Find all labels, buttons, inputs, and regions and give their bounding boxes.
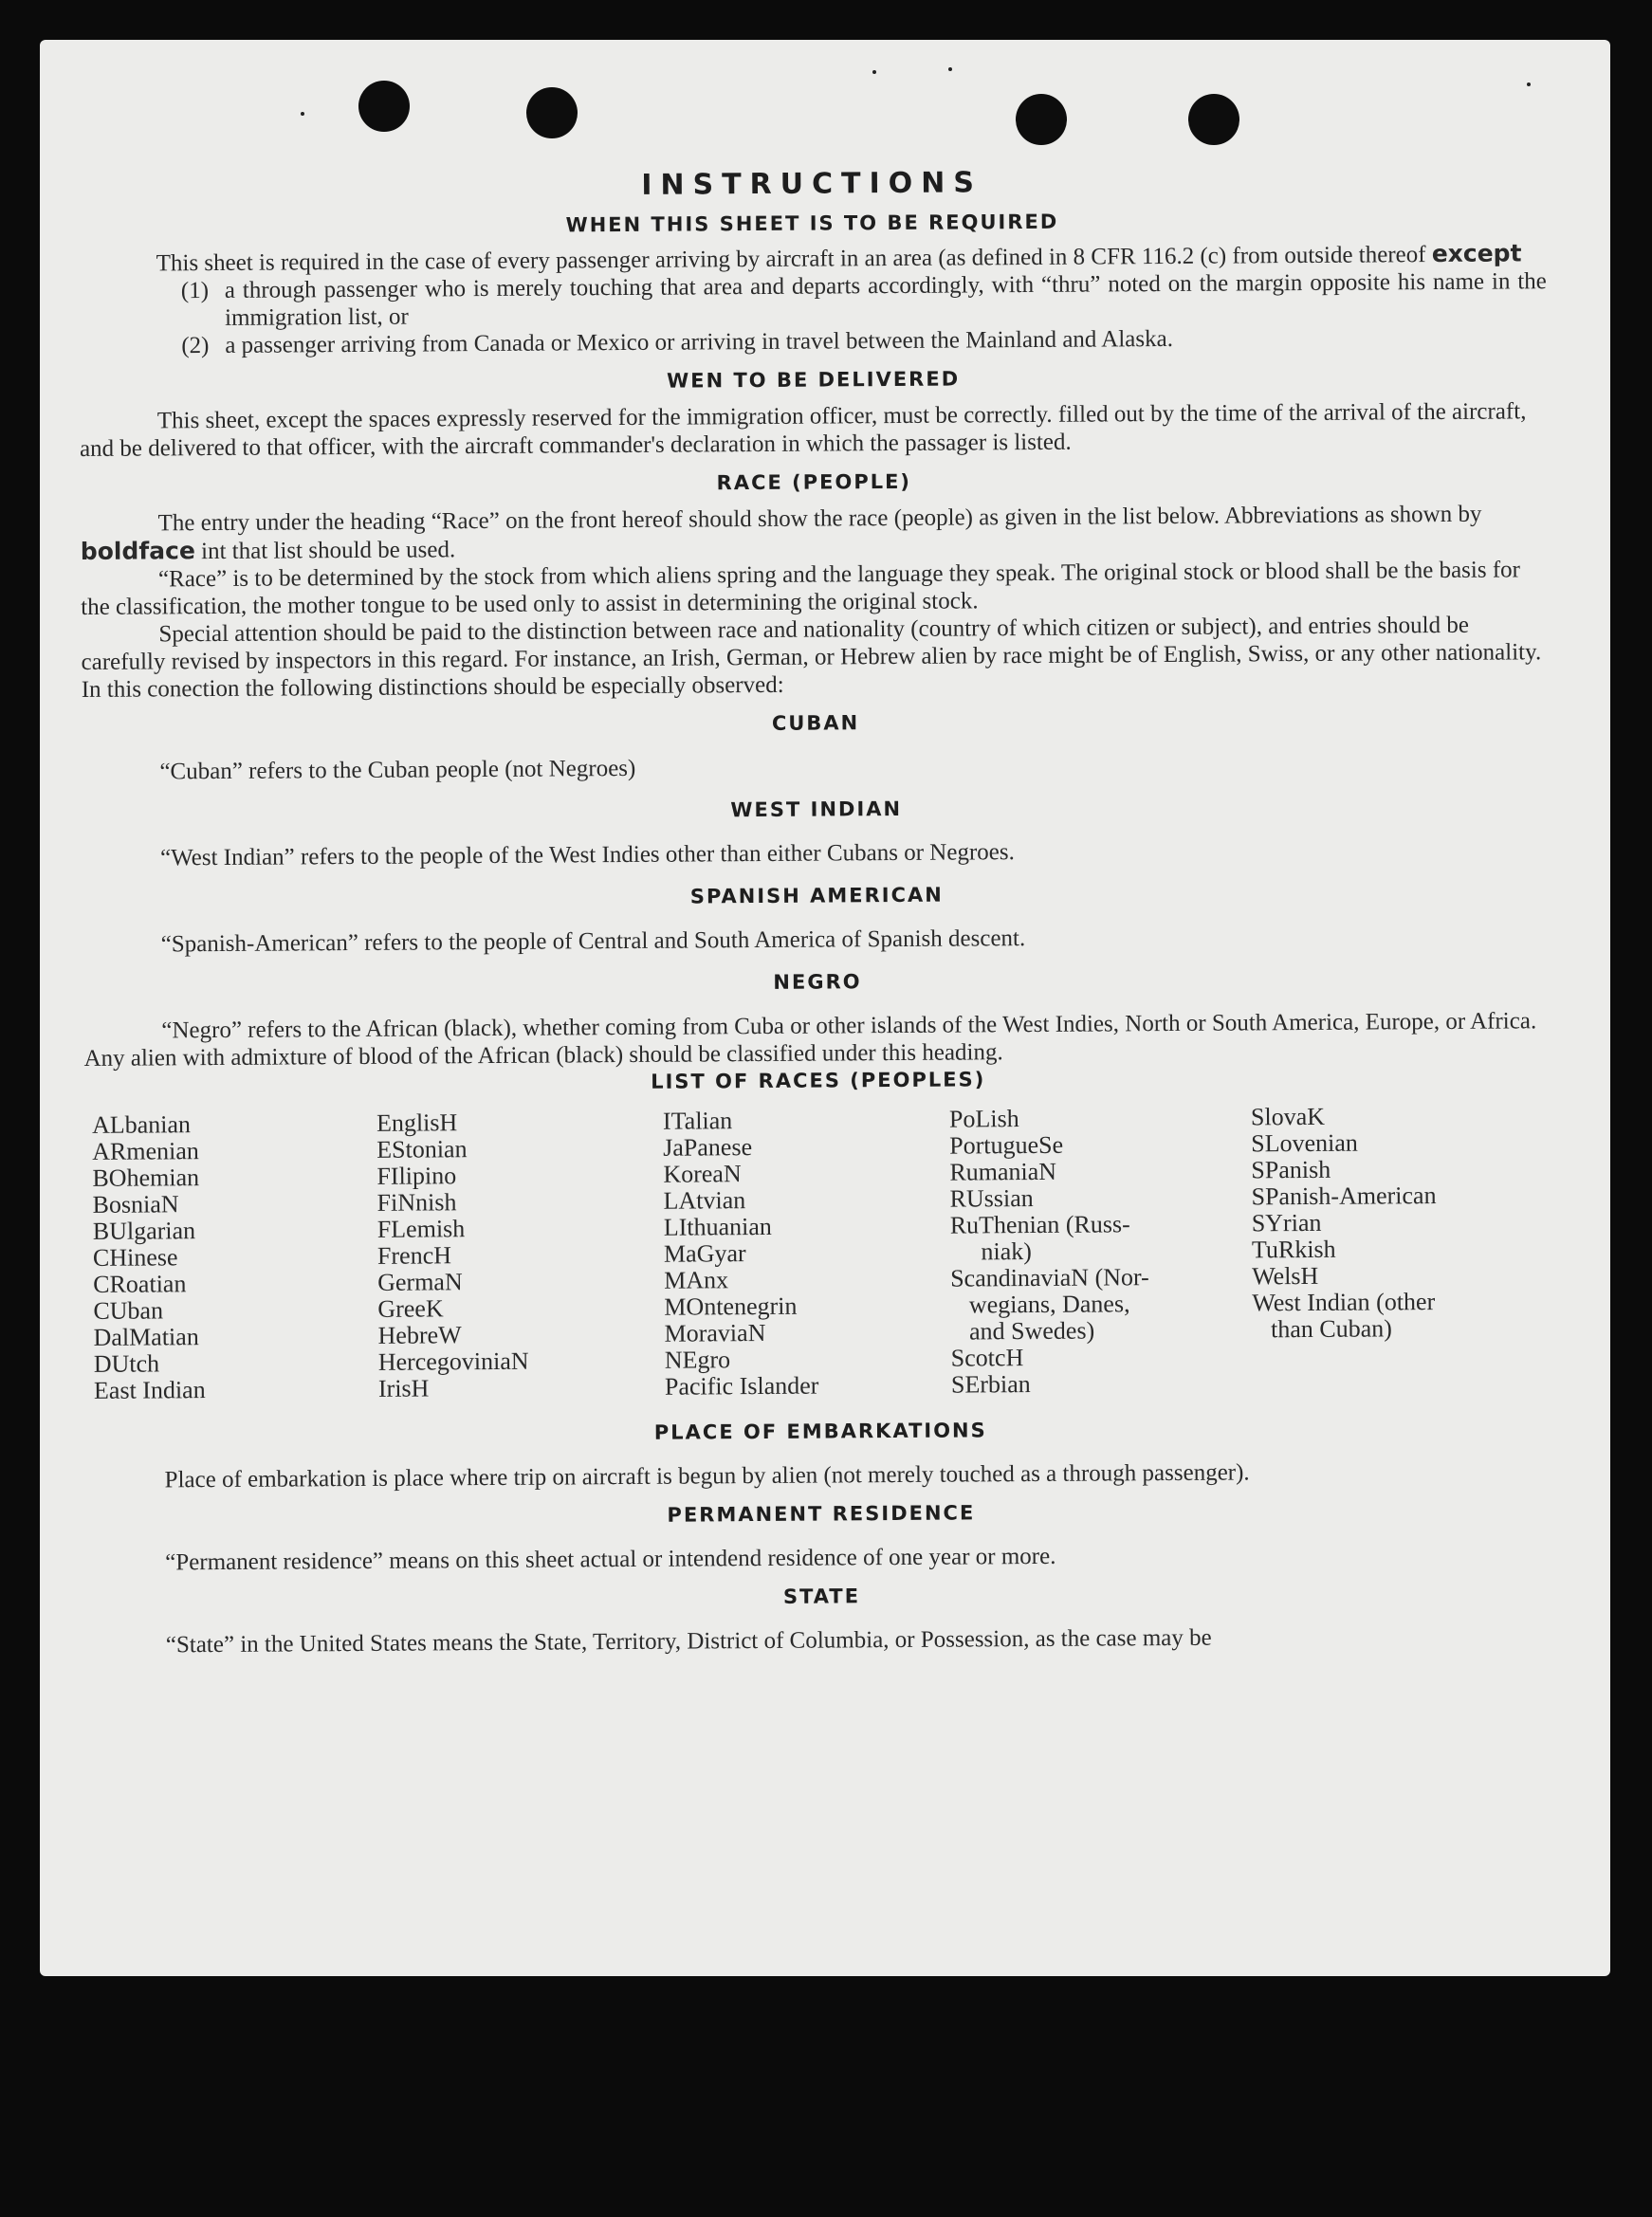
required-item-1 (79, 267, 1547, 333)
race-entry: RuThenian (Russ- niak) (949, 1210, 1130, 1266)
race-entry: SLovenian (1251, 1128, 1358, 1158)
punch-hole (358, 81, 410, 132)
heading-race: RACE (PEOPLE) (716, 469, 912, 495)
race-entry: LIthuanian (663, 1212, 772, 1241)
heading-list-of-races: LIST OF RACES (PEOPLES) (651, 1068, 986, 1093)
heading-spanish-american: SPANISH AMERICAN (689, 883, 944, 908)
race-entry: RUssian (949, 1183, 1034, 1213)
race-entry: EnglisH (376, 1108, 458, 1137)
race-entry: PortugueSe (949, 1130, 1064, 1160)
race-entry: MaGyar (663, 1239, 746, 1268)
race-entry: JaPanese (663, 1133, 753, 1162)
residence-text: “Permanent residence” means on this sheet actual or intendend residence of one year or more. (165, 1543, 1056, 1576)
race-entry: West Indian (other than Cuban) (1252, 1288, 1436, 1344)
races-column (1251, 1102, 1554, 1396)
item-number: (2) (181, 333, 210, 359)
heading-delivered: WEN TO BE DELIVERED (666, 367, 961, 393)
punch-hole (1016, 94, 1067, 145)
race-entry: GermaN (377, 1268, 463, 1296)
race-entry: IrisH (377, 1374, 430, 1402)
races-list (84, 1102, 1554, 1404)
race-entry: BOhemian (92, 1163, 200, 1192)
heading-cuban: CUBAN (771, 711, 860, 735)
race-entry: SYrian (1251, 1208, 1322, 1237)
race-entry: WelsH (1252, 1261, 1319, 1291)
races-column (376, 1108, 665, 1402)
race-entry: EStonian (376, 1135, 468, 1163)
race-entry: BosniaN (92, 1190, 179, 1218)
instructions-content (78, 162, 1556, 1659)
race-entry: SlovaK (1250, 1102, 1326, 1131)
race-entry: MoraviaN (664, 1318, 766, 1347)
race-paragraph-1 (80, 500, 1548, 566)
race-boldface-word: boldface (80, 537, 195, 565)
heading-west-indian: WEST INDIAN (730, 797, 903, 822)
race-paragraph-3: Special attention should be paid to the distinction between race and nationality (country of which citizen or subject), and entries should be carefully revised by inspectors in this regard. For instance, an Irish, German, or Hebrew alien by race might be of English, Swiss, or any other nationality. In this conection the following distinctions should be especially observed: (81, 612, 1542, 703)
race-entry: ARmenian (92, 1137, 199, 1165)
heading-negro: NEGRO (773, 970, 862, 994)
race-entry: CUban (93, 1296, 164, 1325)
race-entry: Pacific Islander (664, 1371, 819, 1401)
race-entry: CHinese (92, 1243, 178, 1272)
item-number: (1) (180, 278, 210, 304)
item-text: a through passenger who is merely touching that area and departs accordingly, with “thru” noted on the margin opposite his name in the immigration list, or (224, 268, 1547, 331)
heading-embarkation: PLACE OF EMBARKATIONS (653, 1419, 987, 1444)
heading-state: STATE (782, 1585, 861, 1608)
speck (872, 70, 876, 74)
negro-text: “Negro” refers to the African (black), whether coming from Cuba or other islands of the West Indies, North or South America, Europe, or Africa. Any alien with admixture of blood of the African (black) should be classified under this heading. (83, 1008, 1537, 1072)
races-column (949, 1104, 1253, 1398)
speck (1527, 82, 1531, 86)
race-entry: HercegoviniaN (377, 1347, 529, 1376)
race-entry: RumaniaN (949, 1157, 1057, 1186)
punch-hole (1188, 94, 1239, 145)
punch-hole (526, 87, 578, 138)
race-entry: SPanish-American (1251, 1182, 1437, 1211)
race-entry: GreeK (377, 1294, 444, 1323)
race-entry: DUtch (93, 1349, 160, 1378)
cuban-text: “Cuban” refers to the Cuban people (not Negroes) (159, 755, 636, 785)
race-entry: FrencH (376, 1241, 452, 1270)
race-entry: HebreW (377, 1321, 462, 1349)
delivered-text: This sheet, except the spaces expressly reserved for the immigration officer, must be correctly. filled out by the time of the arrival of the aircraft, and be delivered to that officer, with the aircraft commander's declaration in which the passager is listed. (79, 398, 1527, 462)
embarkation-text: Place of embarkation is place where trip on aircraft is begun by alien (not merely touched as a through passenger). (164, 1459, 1250, 1493)
race-entry: SErbian (950, 1370, 1031, 1399)
race-entry: SPanish (1251, 1155, 1331, 1184)
race-entry: ITalian (662, 1107, 733, 1135)
race-entry: NEgro (664, 1346, 731, 1374)
race-paragraph-2: “Race” is to be determined by the stock from which aliens spring and the language they speak. The original stock or blood shall be the basis for the classification, the mother tongue to be used only to assist in determining the original stock. (81, 557, 1521, 620)
race-entry: FLemish (376, 1215, 466, 1243)
race-entry: ScandinaviaN (Nor- wegians, Danes, and Swedes) (950, 1263, 1149, 1346)
race-entry: CRoatian (93, 1270, 187, 1298)
race-entry: KoreaN (663, 1160, 742, 1188)
race-entry: DalMatian (93, 1323, 199, 1351)
required-intro-text: This sheet is required in the case of every passenger arriving by aircraft in an area (as defined in 8 CFR 116.2 (c) from outside thereof (156, 242, 1426, 277)
page-title: INSTRUCTIONS (641, 166, 983, 202)
race-entry: FiNnish (376, 1188, 457, 1217)
race-entry: MAnx (664, 1266, 729, 1294)
race-entry: ALbanian (91, 1110, 192, 1139)
item-text: a passenger arriving from Canada or Mexico or arriving in travel between the Mainland and Alaska. (225, 325, 1174, 358)
race-entry: MOntenegrin (664, 1292, 798, 1321)
state-text: “State” in the United States means the State, Territory, District of Columbia, or Possession, as the case may be (165, 1624, 1212, 1658)
race-entry: FIlipino (376, 1162, 457, 1190)
required-except-bold: except (1431, 239, 1522, 268)
race-entry: ScotcH (950, 1344, 1024, 1372)
heading-residence: PERMANENT RESIDENCE (667, 1501, 976, 1527)
document-sheet (40, 40, 1610, 1976)
heading-required: WHEN THIS SHEET IS TO BE REQUIRED (565, 210, 1059, 237)
race-entry: East Indian (93, 1376, 206, 1404)
race-entry: BUlgarian (92, 1217, 196, 1245)
race-entry: PoLish (948, 1105, 1019, 1133)
race-entry: LAtvian (663, 1186, 746, 1215)
race-entry: TuRkish (1251, 1235, 1336, 1264)
race-p1-text: The entry under the heading “Race” on the front hereof should show the race (people) as given in the list below. Abbreviations as shown by (157, 501, 1482, 537)
races-column (84, 1110, 378, 1404)
speck (301, 112, 304, 116)
west-indian-text: “West Indian” refers to the people of the West Indies other than either Cubans or Negroes. (159, 839, 1015, 871)
races-column (663, 1107, 951, 1401)
speck (948, 67, 952, 71)
race-p1-tail: int that list should be used. (201, 537, 456, 565)
spanish-american-text: “Spanish-American” refers to the people of Central and South America of Spanish descent. (160, 925, 1026, 958)
